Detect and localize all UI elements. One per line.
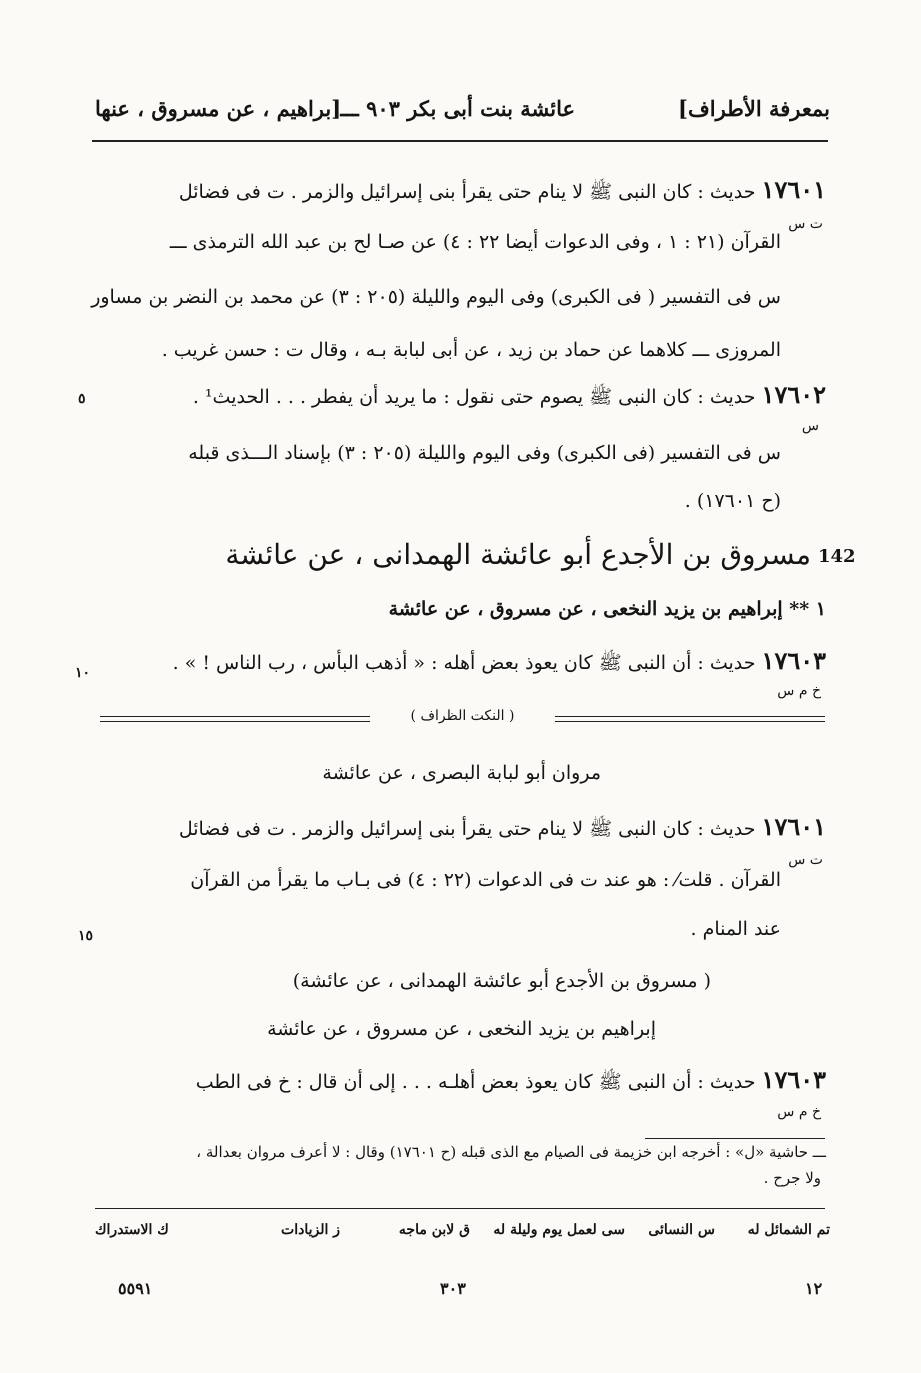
hadith-number: ١٧٦٠١ [761,812,826,841]
abbrev-item: تم الشمائل له [747,1222,830,1238]
hadith-number: ١٧٦٠٣ [761,646,826,675]
footer-part-number: ١٢ [805,1279,823,1298]
hadith-17601-line2: القرآن (٢١ : ١ ، وفى الدعوات أيضا ٢٢ : ٤) عن صـا لح بن عبد الله الترمذى ـــ [169,231,781,253]
footer-global-number: ٥٥٩١ [118,1279,153,1298]
hadith-text: حديث : كان النبى ﷺ لا ينام حتى يقرأ بنى إسرائيل والزمر . ت فى فضائل [178,818,756,840]
hadith-17602-sigla: س [801,418,819,434]
section-title: مسروق بن الأجدع أبو عائشة الهمدانى ، عن عائشة [225,538,811,571]
divider-line-right [555,716,825,722]
section-number: 142 [818,546,856,567]
hadith-text: حديث : أن النبى ﷺ كان يعوذ بعض أهله : « أذهب البأس ، رب الناس ! » . [172,652,756,674]
abbreviations-rule [95,1208,825,1209]
hadith-number: ١٧٦٠٣ [761,1065,826,1094]
header-rule [92,140,828,142]
running-header [95,88,830,132]
hadith-number: ١٧٦٠٢ [761,380,826,409]
hadith-17601-sigla: ت س [788,216,823,232]
line-number-10: ١٠ [75,665,91,681]
abbrev-item: سى لعمل يوم وليلة له [493,1222,625,1238]
line-number-5: ٥ [78,391,86,407]
subsection-title: ١ ** إبراهيم بن يزيد النخعى ، عن مسروق ، عن عائشة [388,598,826,620]
line-number-15: ١٥ [78,928,94,944]
hadith-text: حديث : كان النبى ﷺ لا ينام حتى يقرأ بنى إسرائيل والزمر . ت فى فضائل [178,181,756,203]
header-right: بمعرفة الأطراف] [678,96,830,121]
hadith-text: حديث : كان النبى ﷺ يصوم حتى نقول : ما يريد أن يفطر . . . الحديث¹ . [192,386,756,408]
divider-line-left [100,716,370,722]
hadith-17603-line1 [173,647,826,677]
abbreviations-key [95,1222,830,1252]
nukat-17601-line1 [179,813,826,843]
hadith-17603-sigla: خ م س [777,683,821,699]
abbrev-item: ق لابن ماجه [398,1222,470,1238]
header-center: عائشة بنت أبى بكر ٩٠٣ ـــ [340,96,575,121]
abbrev-item: س النسائى [648,1222,715,1238]
nukat-17601-sigla: ت س [788,852,823,868]
hadith-17601-line3: س فى التفسير ( فى الكبرى) وفى اليوم والليلة (٢٠٥ : ٣) عن محمد بن النضر بن مساور [91,286,781,308]
abbrev-item: ز الزيادات [281,1222,340,1238]
nukat-17603-line1 [196,1066,826,1096]
footnote-line1: ـــ حاشية «ل» : أخرجه ابن خزيمة فى الصيام مع الذى قبله (ح ١٧٦٠١) وقال : لا أعرف مروان بعدالة ، [196,1143,826,1161]
hadith-17601-line4: المروزى ـــ كلاهما عن حماد بن زيد ، عن أبى لبابة بـه ، وقال ت : حسن غريب . [161,339,781,361]
subsection-title-masruq: ( مسروق بن الأجدع أبو عائشة الهمدانى ، عن عائشة) [292,970,711,992]
nukat-17601-line3: عند المنام . [690,918,781,940]
footer-page-number: ٣٠٣ [440,1279,466,1298]
hadith-17602-line3: (ح ١٧٦٠١) . [684,490,781,512]
footnote-line2: ولا جرح . [763,1169,821,1187]
abbrev-item: ك الاستدراك [95,1222,169,1238]
subsection-title-ibrahim: إبراهيم بن يزيد النخعى ، عن مسروق ، عن عائشة [267,1018,656,1040]
hadith-17601-line1 [179,176,826,206]
hadith-17602-line2: س فى التفسير (فى الكبرى) وفى اليوم والليلة (٢٠٥ : ٣) بإسناد الـــذى قبله [188,442,781,464]
header-left: [براهيم ، عن مسروق ، عنها [95,96,342,121]
nukat-17601-line2: القرآن . قلت⁄ : هو عند ت فى الدعوات (٢٢ : ٤) فى بـاب ما يقرأ من القرآن [190,869,781,891]
nukat-divider [100,708,825,728]
nukat-17603-sigla: خ م س [777,1104,821,1120]
hadith-text: حديث : أن النبى ﷺ كان يعوذ بعض أهلـه . . . إلى أن قال : خ فى الطب [195,1071,756,1093]
divider-label: ( النكت الظراف ) [410,708,515,724]
hadith-number: ١٧٦٠١ [761,175,826,204]
footnote-rule [645,1138,825,1139]
hadith-17602-line1 [193,381,826,411]
subsection-title-marwan: مروان أبو لبابة البصرى ، عن عائشة [322,762,601,784]
